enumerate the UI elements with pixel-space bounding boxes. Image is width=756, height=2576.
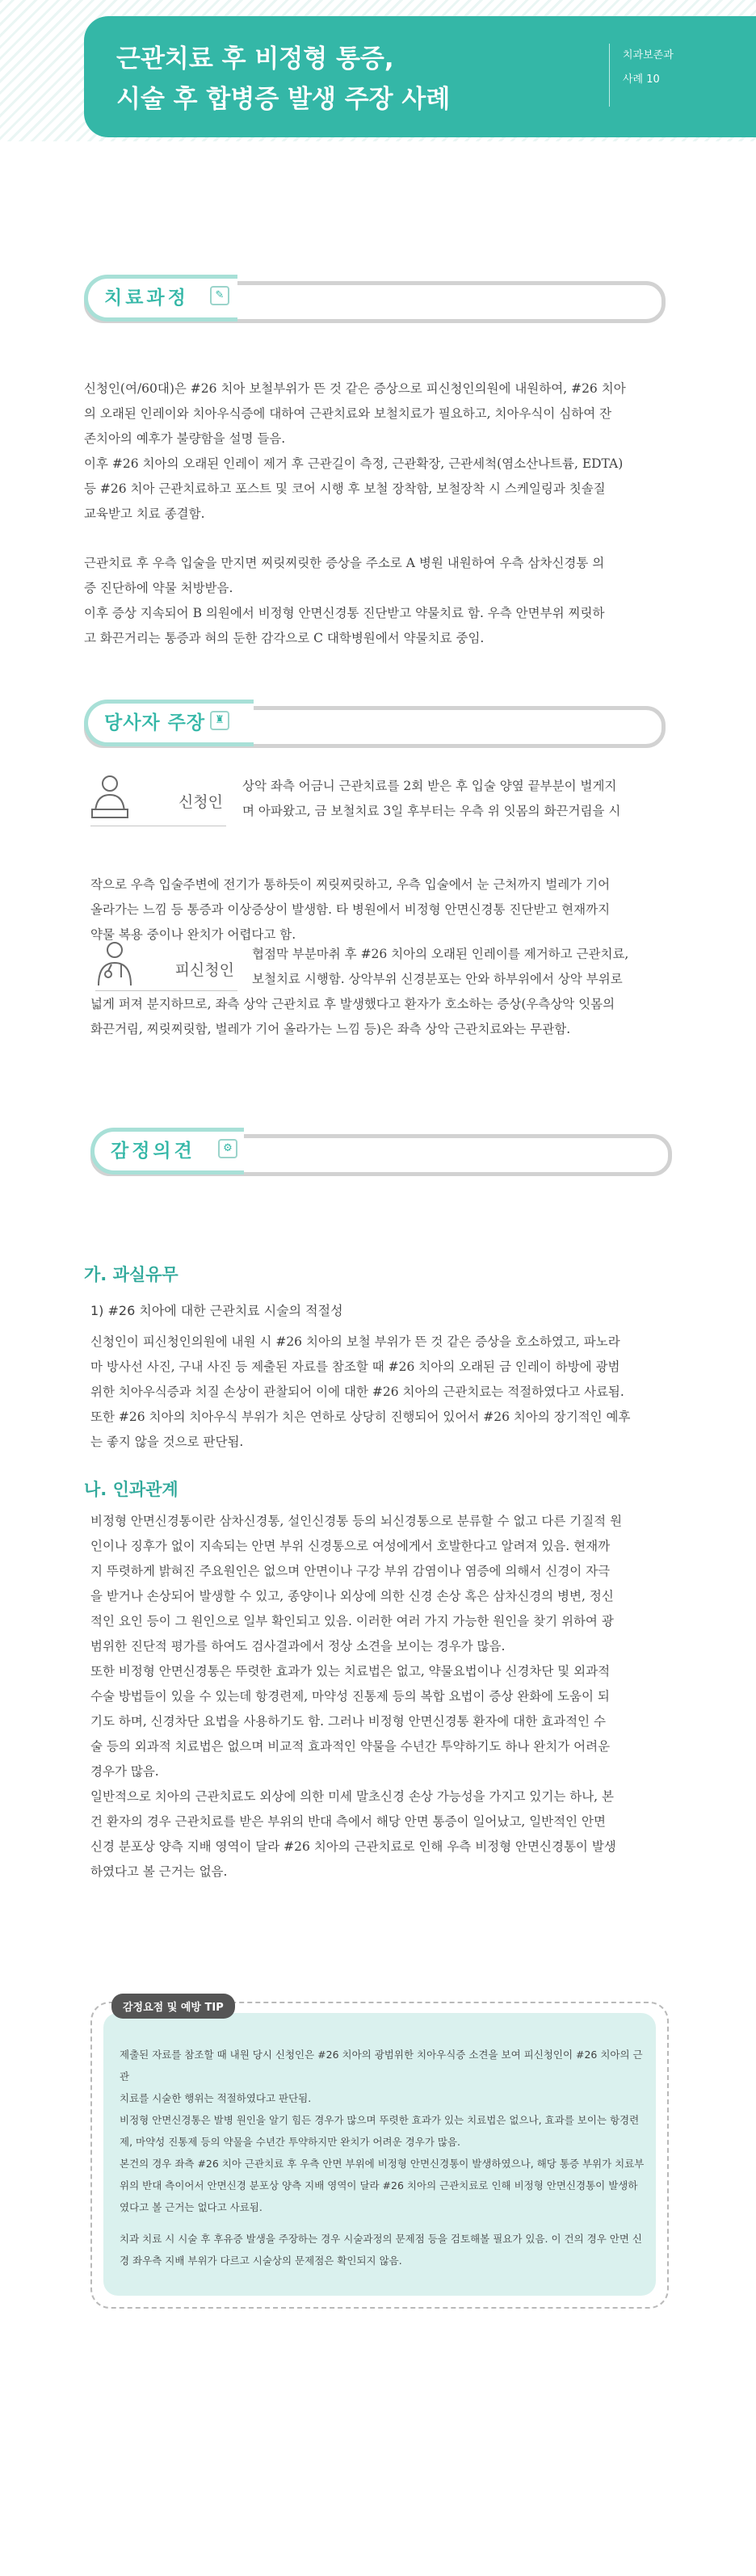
tip-box (90, 2002, 669, 2309)
tip-line: 위의 반대 측이어서 안면신경 분포상 양측 지배 영역이 달라 #26 치아의 근관치료로 인해 비정형 안면신경통이 발생하 (120, 2179, 638, 2191)
text-line: 상악 좌측 어금니 근관치료를 2회 받은 후 입술 양옆 끝부분이 벌게지 (242, 779, 617, 793)
tip-text (120, 2044, 645, 2271)
text-line: 증 진단하에 약물 처방받음. (84, 581, 233, 595)
text-line: 화끈거림, 찌릿찌릿함, 벌레가 기어 올라가는 느낌 등)은 좌측 상악 근관치료와는 무관함. (90, 1022, 571, 1036)
subsection-title-negligence: 가. 과실유무 (84, 1265, 178, 1284)
opinion-causation-text (90, 1509, 675, 1885)
text-line: 신청인(여/60대)은 #26 치아 보철부위가 뜬 것 같은 증상으로 피신청인의원에 내원하여, #26 치아 (84, 381, 626, 396)
category-label: 치과보존과 (623, 49, 674, 61)
treatment-paragraph-2 (84, 551, 675, 651)
text-line: 보철치료 시행함. 상악부위 신경분포는 안와 하부위에서 상악 부위로 (252, 972, 623, 986)
text-line: 넓게 퍼져 분지하므로, 좌측 상악 근관치료 후 발생했다고 환자가 호소하는 증상(우측상악 잇몸의 (90, 997, 615, 1011)
treatment-paragraph-1 (84, 376, 675, 527)
text-line: 범위한 진단적 평가를 하여도 검사결과에서 정상 소견을 보이는 경우가 많음. (90, 1639, 506, 1654)
text-line: 또한 #26 치아의 치아우식 부위가 치은 연하로 상당히 진행되어 있어서 #26 치아의 장기적인 예후 (90, 1410, 631, 1424)
text-line: 며 아파왔고, 금 보철치료 3일 후부터는 우측 위 잇몸의 화끈거림을 시 (242, 804, 621, 818)
text-line: 이후 #26 치아의 오래된 인레이 제거 후 근관길이 측정, 근관확장, 근관세척(염소산나트륨, EDTA) (84, 456, 624, 471)
respondent-icon (95, 940, 134, 987)
text-line: 하였다고 볼 근거는 없음. (90, 1864, 228, 1879)
tip-box-inner (103, 2013, 656, 2296)
text-line: 의 오래된 인레이와 치아우식증에 대하여 근관치료와 보철치료가 필요하고, 치아우식이 심하여 잔 (84, 406, 612, 421)
text-line: 신경 분포상 양측 지배 영역이 달라 #26 치아의 근관치료로 인해 우측 비정형 안면신경통이 발생 (90, 1839, 616, 1854)
text-line: 인이나 징후가 없이 지속되는 안면 부위 신경통으로 여성에게서 호발한다고 알려져 있음. 현재까 (90, 1539, 611, 1553)
text-line: 신청인이 피신청인의원에 내원 시 #26 치아의 보철 부위가 뜬 것 같은 증상을 호소하였고, 파노라 (90, 1334, 620, 1349)
text-line: 경우가 많음. (90, 1764, 159, 1779)
document-icon: ⚙ (218, 1139, 237, 1158)
section-header-claims (84, 700, 666, 746)
text-line: 고 화끈거리는 통증과 혀의 둔한 감각으로 C 대학병원에서 약물치료 중임. (84, 631, 485, 645)
text-line: 약물 복용 중이나 완치가 어렵다고 함. (90, 927, 296, 942)
applicant-icon (90, 774, 129, 821)
tip-spacer (120, 2218, 645, 2228)
subsection-title-causation: 나. 인과관계 (84, 1480, 178, 1499)
applicant-label: 신청인 (178, 794, 223, 811)
applicant-claim-body (90, 872, 675, 948)
tip-line: 경 좌우측 지배 부위가 다르고 시술상의 문제점은 확인되지 않음. (120, 2255, 402, 2267)
case-info (609, 44, 674, 107)
text-line: 는 좋지 않을 것으로 판단됨. (90, 1435, 244, 1449)
page-title-line-2: 시술 후 합병증 발생 주장 사례 (116, 85, 451, 114)
subsection-subtitle-root-canal: 1) #26 치아에 대한 근관치료 시술의 적절성 (90, 1303, 343, 1318)
text-line: 일반적으로 치아의 근관치료도 외상에 의한 미세 말초신경 손상 가능성을 가지고 있기는 하나, 본 (90, 1789, 615, 1804)
tip-line: 제, 마약성 진통제 등의 약물을 수년간 투약하지만 완치가 어려운 경우가 많음. (120, 2136, 461, 2148)
text-line: 협점막 부분마취 후 #26 치아의 오래된 인레이를 제거하고 근관치료, (252, 947, 629, 961)
tip-tab-label: 감정요점 및 예방 TIP (111, 1994, 235, 2019)
person-icon: ♜ (210, 711, 229, 730)
section-title-text: 당사자 주장 (104, 712, 206, 733)
text-line: 건 환자의 경우 근관치료를 받은 부위의 반대 측에서 해당 안면 통증이 일어났고, 일반적인 안면 (90, 1814, 606, 1829)
tip-line: 였다고 볼 근거는 없다고 사료됨. (120, 2201, 262, 2213)
applicant-claim-head (242, 774, 675, 824)
page-title (116, 39, 617, 120)
tip-line: 치료를 시술한 행위는 적절하였다고 판단됨. (120, 2092, 312, 2104)
text-line: 위한 치아우식증과 치질 손상이 관찰되어 이에 대한 #26 치아의 근관치료는 적절하였다고 사료됨. (90, 1385, 624, 1399)
section-title-text: 감정의견 (111, 1141, 195, 1162)
page-header (84, 16, 756, 137)
text-line: 이후 증상 지속되어 B 의원에서 비정형 안면신경통 진단받고 약물치료 함. 우측 안면부위 찌릿하 (84, 606, 605, 620)
tip-line: 제출된 자료를 참조할 때 내원 당시 신청인은 #26 치아의 광범위한 치아우식증 소견을 보여 피신청인이 #26 치아의 근관 (120, 2049, 643, 2082)
tip-line: 비정형 안면신경통은 발병 원인을 알기 힘든 경우가 많으며 뚜렷한 효과가 있는 치료법은 없으나, 효과를 보이는 항경련 (120, 2114, 640, 2126)
text-line: 을 받거나 손상되어 발생할 수 있고, 종양이나 외상에 의한 신경 손상 혹은 삼차신경의 병변, 정신 (90, 1589, 614, 1603)
text-line: 올라가는 느낌 등 통증과 이상증상이 발생함. 타 병원에서 비정형 안면신경통 진단받고 현재까지 (90, 902, 611, 917)
text-line: 마 방사선 사진, 구내 사진 등 제출된 자료를 참조할 때 #26 치아의 오래된 금 인레이 하방에 광범 (90, 1359, 620, 1374)
section-header-opinion (90, 1128, 672, 1175)
text-line: 작으로 우측 입술주변에 전기가 통하듯이 찌릿찌릿하고, 우측 입술에서 눈 근처까지 벌레가 기어 (90, 877, 611, 892)
text-line: 비정형 안면신경통이란 삼차신경통, 설인신경통 등의 뇌신경통으로 분류할 수 없고 다른 기질적 원 (90, 1514, 623, 1528)
tip-line: 치과 치료 시 시술 후 후유증 발생을 주장하는 경우 시술과정의 문제점 등을 검토해볼 필요가 있음. 이 건의 경우 안면 신 (120, 2233, 642, 2245)
text-line: 교육받고 치료 종결함. (84, 506, 205, 521)
section-title-text: 치료과정 (104, 288, 189, 309)
text-line: 기도 하며, 신경차단 요법을 사용하기도 함. 그러나 비정형 안면신경통 환자에 대한 효과적인 수 (90, 1714, 606, 1729)
respondent-claim-body (90, 992, 675, 1042)
clipboard-icon: ✎ (210, 286, 229, 305)
text-line: 적인 요인 등이 그 원인으로 일부 확인되고 있음. 이러한 여러 가지 가능한 원인을 찾기 위하여 광 (90, 1614, 614, 1628)
text-line: 등 #26 치아 근관치료하고 포스트 및 코어 시행 후 보철 장착함, 보철장착 시 스케일링과 칫솔질 (84, 481, 606, 496)
page-title-line-1: 근관치료 후 비정형 통증, (116, 44, 394, 74)
respondent-divider (95, 990, 237, 991)
tip-line: 본건의 경우 좌측 #26 치아 근관치료 후 우측 안면 부위에 비정형 안면신경통이 발생하였으나, 해당 통증 부위가 치료부 (120, 2158, 645, 2170)
text-line: 존치아의 예후가 불량함을 설명 들음. (84, 431, 286, 446)
text-line: 근관치료 후 우측 입술을 만지면 찌릿찌릿한 증상을 주소로 A 병원 내원하여 우측 삼차신경통 의 (84, 556, 605, 570)
text-line: 또한 비정형 안면신경통은 뚜렷한 효과가 있는 치료법은 없고, 약물요법이나 신경차단 및 외과적 (90, 1664, 611, 1679)
respondent-claim-head (252, 942, 675, 992)
respondent-label: 피신청인 (174, 962, 234, 979)
section-header-treatment (84, 275, 666, 321)
opinion-negligence-text (90, 1330, 675, 1455)
text-line: 지 뚜렷하게 밝혀진 주요원인은 없으며 안면이나 구강 부위 감염이나 염증에 의해서 신경이 자극 (90, 1564, 611, 1578)
text-line: 수술 방법들이 있을 수 있는데 항경련제, 마약성 진통제 등의 복합 요법이 증상 완화에 도움이 되 (90, 1689, 610, 1704)
text-line: 술 등의 외과적 치료법은 없으며 비교적 효과적인 약물을 수년간 투약하기도 하나 완치가 어려운 (90, 1739, 611, 1754)
case-number: 사례 10 (623, 74, 660, 86)
